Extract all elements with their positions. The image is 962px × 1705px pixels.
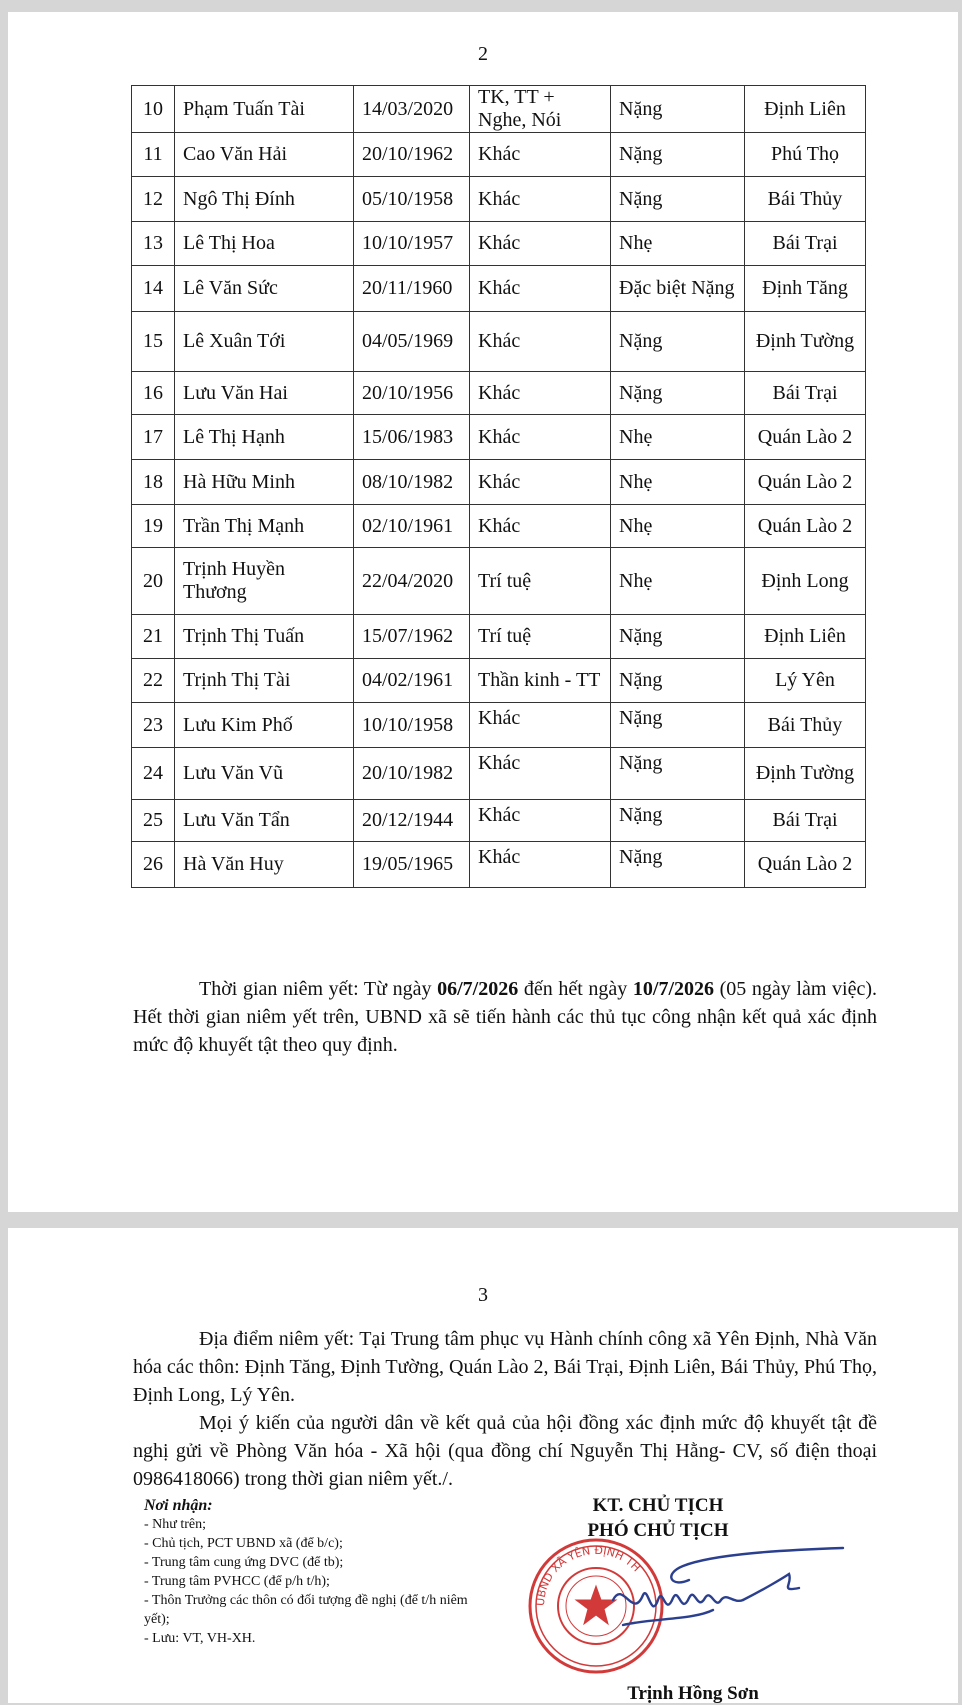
cell-village: Bái Thủy bbox=[745, 703, 866, 748]
cell-village: Định Tường bbox=[745, 312, 866, 372]
cell-level: Nhẹ bbox=[611, 222, 745, 266]
cell-level: Nặng bbox=[611, 748, 745, 800]
page-2 bbox=[8, 12, 958, 1212]
cell-name: Trần Thị Mạnh bbox=[175, 505, 354, 548]
table-row bbox=[132, 460, 866, 505]
cell-level: Nặng bbox=[611, 842, 745, 888]
cell-dob: 20/10/1982 bbox=[354, 748, 470, 800]
cell-number: 25 bbox=[132, 800, 175, 842]
cell-level: Nặng bbox=[611, 86, 745, 133]
cell-level: Nặng bbox=[611, 615, 745, 659]
table-row bbox=[132, 615, 866, 659]
table-row bbox=[132, 703, 866, 748]
signature-icon bbox=[593, 1540, 853, 1650]
opinion-text: Mọi ý kiến của người dân về kết quả của hội đồng xác định mức độ khuyết tật đề nghị gửi về Phòng Văn hóa - Xã hội (qua đồng chí Nguyễn Thị Hằng- CV, số điện thoại 0986418066) trong thời gian niêm yết./. bbox=[133, 1412, 877, 1490]
table-row bbox=[132, 505, 866, 548]
table-row bbox=[132, 177, 866, 222]
note-middle: đến hết ngày bbox=[518, 978, 633, 1000]
cell-type: TK, TT + Nghe, Nói bbox=[470, 86, 611, 133]
note-suffix: (05 ngày làm việc). Hết thời gian niêm yết trên, UBND xã sẽ tiến hành các thủ tục công nhận kết quả xác định mức độ khuyết tật theo quy định. bbox=[133, 978, 878, 1056]
table-row bbox=[132, 312, 866, 372]
cell-name: Hà Hữu Minh bbox=[175, 460, 354, 505]
cell-level: Nặng bbox=[611, 703, 745, 748]
cell-dob: 14/03/2020 bbox=[354, 86, 470, 133]
cell-type: Thần kinh - TT bbox=[470, 659, 611, 703]
cell-village: Quán Lào 2 bbox=[745, 505, 866, 548]
cell-dob: 15/06/1983 bbox=[354, 415, 470, 460]
cell-number: 20 bbox=[132, 548, 175, 615]
cell-number: 24 bbox=[132, 748, 175, 800]
cell-type: Khác bbox=[470, 748, 611, 800]
cell-number: 13 bbox=[132, 222, 175, 266]
cell-village: Lý Yên bbox=[745, 659, 866, 703]
cell-name: Hà Văn Huy bbox=[175, 842, 354, 888]
cell-name: Lưu Văn Vũ bbox=[175, 748, 354, 800]
cell-name: Cao Văn Hải bbox=[175, 133, 354, 177]
page-number: 3 bbox=[478, 1284, 488, 1306]
cell-type: Khác bbox=[470, 133, 611, 177]
sign-title-2: PHÓ CHỦ TỊCH bbox=[587, 1520, 729, 1541]
cell-number: 17 bbox=[132, 415, 175, 460]
cell-village: Bái Trại bbox=[745, 800, 866, 842]
table-row bbox=[132, 415, 866, 460]
cell-village: Bái Thủy bbox=[745, 177, 866, 222]
cell-village: Bái Trại bbox=[745, 372, 866, 415]
cell-type: Khác bbox=[470, 800, 611, 842]
cell-dob: 20/11/1960 bbox=[354, 266, 470, 312]
svg-text:UBND XÃ YÊN ĐỊNH TH: UBND XÃ YÊN ĐỊNH TH bbox=[533, 1543, 643, 1607]
cell-number: 19 bbox=[132, 505, 175, 548]
cell-name: Lưu Văn Hai bbox=[175, 372, 354, 415]
posting-time-note bbox=[133, 975, 877, 1059]
cell-type: Khác bbox=[470, 842, 611, 888]
cell-level: Nhẹ bbox=[611, 415, 745, 460]
recipient-line: - Trung tâm PVHCC (để p/h t/h); bbox=[144, 1574, 330, 1589]
cell-village: Định Liên bbox=[745, 86, 866, 133]
cell-number: 12 bbox=[132, 177, 175, 222]
cell-level: Nhẹ bbox=[611, 548, 745, 615]
table-row bbox=[132, 659, 866, 703]
cell-village: Định Long bbox=[745, 548, 866, 615]
cell-dob: 15/07/1962 bbox=[354, 615, 470, 659]
cell-level: Nhẹ bbox=[611, 505, 745, 548]
cell-village: Định Tường bbox=[745, 748, 866, 800]
recipient-line: - Thôn Trưởng các thôn có đối tượng đề nghị (để t/h niêm yết); bbox=[144, 1593, 468, 1627]
table-row bbox=[132, 748, 866, 800]
cell-dob: 10/10/1957 bbox=[354, 222, 470, 266]
cell-level: Nặng bbox=[611, 659, 745, 703]
cell-level: Nặng bbox=[611, 800, 745, 842]
cell-dob: 05/10/1958 bbox=[354, 177, 470, 222]
cell-type: Khác bbox=[470, 460, 611, 505]
table-row bbox=[132, 372, 866, 415]
cell-name: Lê Thị Hoa bbox=[175, 222, 354, 266]
cell-number: 11 bbox=[132, 133, 175, 177]
posting-place-paragraph bbox=[133, 1325, 877, 1409]
table-row bbox=[132, 842, 866, 888]
cell-number: 21 bbox=[132, 615, 175, 659]
cell-dob: 22/04/2020 bbox=[354, 548, 470, 615]
cell-name: Lưu Văn Tẩn bbox=[175, 800, 354, 842]
table-row bbox=[132, 548, 866, 615]
cell-level: Nặng bbox=[611, 177, 745, 222]
cell-level: Nhẹ bbox=[611, 460, 745, 505]
cell-number: 16 bbox=[132, 372, 175, 415]
table-row bbox=[132, 86, 866, 133]
cell-name: Trịnh Thị Tuấn bbox=[175, 615, 354, 659]
cell-dob: 02/10/1961 bbox=[354, 505, 470, 548]
cell-number: 10 bbox=[132, 86, 175, 133]
cell-type: Khác bbox=[470, 177, 611, 222]
cell-dob: 10/10/1958 bbox=[354, 703, 470, 748]
cell-type: Trí tuệ bbox=[470, 548, 611, 615]
cell-type: Khác bbox=[470, 703, 611, 748]
note-end-date: 10/7/2026 bbox=[632, 978, 715, 1000]
cell-village: Định Liên bbox=[745, 615, 866, 659]
cell-number: 23 bbox=[132, 703, 175, 748]
recipient-line: - Như trên; bbox=[144, 1517, 207, 1532]
note-prefix: Thời gian niêm yết: Từ ngày bbox=[199, 978, 438, 1000]
cell-village: Định Tăng bbox=[745, 266, 866, 312]
table-row bbox=[132, 800, 866, 842]
cell-dob: 20/10/1956 bbox=[354, 372, 470, 415]
cell-type: Khác bbox=[470, 312, 611, 372]
cell-type: Khác bbox=[470, 415, 611, 460]
table-row bbox=[132, 266, 866, 312]
cell-number: 26 bbox=[132, 842, 175, 888]
cell-name: Lê Thị Hạnh bbox=[175, 415, 354, 460]
signer-name: Trịnh Hồng Sơn bbox=[627, 1683, 759, 1704]
page-3 bbox=[8, 1228, 958, 1703]
cell-village: Quán Lào 2 bbox=[745, 460, 866, 505]
recipient-line: - Chủ tịch, PCT UBND xã (để b/c); bbox=[144, 1536, 343, 1551]
disability-table bbox=[131, 85, 866, 888]
recipients-title: Nơi nhận: bbox=[144, 1497, 213, 1514]
cell-number: 15 bbox=[132, 312, 175, 372]
cell-name: Ngô Thị Đính bbox=[175, 177, 354, 222]
cell-type: Khác bbox=[470, 505, 611, 548]
cell-dob: 20/12/1944 bbox=[354, 800, 470, 842]
cell-name: Lê Văn Sức bbox=[175, 266, 354, 312]
page-number: 2 bbox=[478, 43, 488, 65]
note-start-date: 06/7/2026 bbox=[437, 978, 519, 1000]
cell-type: Khác bbox=[470, 222, 611, 266]
cell-type: Trí tuệ bbox=[470, 615, 611, 659]
cell-level: Nặng bbox=[611, 133, 745, 177]
cell-dob: 04/05/1969 bbox=[354, 312, 470, 372]
cell-type: Khác bbox=[470, 266, 611, 312]
cell-level: Đặc biệt Nặng bbox=[611, 266, 745, 312]
opinion-paragraph bbox=[133, 1409, 877, 1493]
recipient-line: - Trung tâm cung ứng DVC (để tb); bbox=[144, 1555, 344, 1570]
sign-title-1: KT. CHỦ TỊCH bbox=[592, 1495, 724, 1516]
cell-name: Trịnh Huyền Thương bbox=[175, 548, 354, 615]
cell-village: Bái Trại bbox=[745, 222, 866, 266]
cell-level: Nặng bbox=[611, 312, 745, 372]
cell-type: Khác bbox=[470, 372, 611, 415]
recipient-line: - Lưu: VT, VH-XH. bbox=[144, 1631, 256, 1646]
cell-dob: 08/10/1982 bbox=[354, 460, 470, 505]
cell-number: 22 bbox=[132, 659, 175, 703]
table-row bbox=[132, 222, 866, 266]
cell-level: Nặng bbox=[611, 372, 745, 415]
cell-name: Lê Xuân Tới bbox=[175, 312, 354, 372]
cell-dob: 19/05/1965 bbox=[354, 842, 470, 888]
place-text: Địa điểm niêm yết: Tại Trung tâm phục vụ Hành chính công xã Yên Định, Nhà Văn hóa các thôn: Định Tăng, Định Tường, Quán Lào 2, Bái Trại, Định Liên, Bái Thủy, Phú Thọ, Định Long, Lý Yên. bbox=[133, 1328, 877, 1406]
cell-name: Trịnh Thị Tài bbox=[175, 659, 354, 703]
cell-number: 14 bbox=[132, 266, 175, 312]
cell-name: Lưu Kim Phố bbox=[175, 703, 354, 748]
cell-dob: 20/10/1962 bbox=[354, 133, 470, 177]
table-row bbox=[132, 133, 866, 177]
cell-village: Quán Lào 2 bbox=[745, 415, 866, 460]
cell-dob: 04/02/1961 bbox=[354, 659, 470, 703]
cell-village: Quán Lào 2 bbox=[745, 842, 866, 888]
recipients-block bbox=[144, 1496, 494, 1648]
cell-number: 18 bbox=[132, 460, 175, 505]
cell-village: Phú Thọ bbox=[745, 133, 866, 177]
cell-name: Phạm Tuấn Tài bbox=[175, 86, 354, 133]
